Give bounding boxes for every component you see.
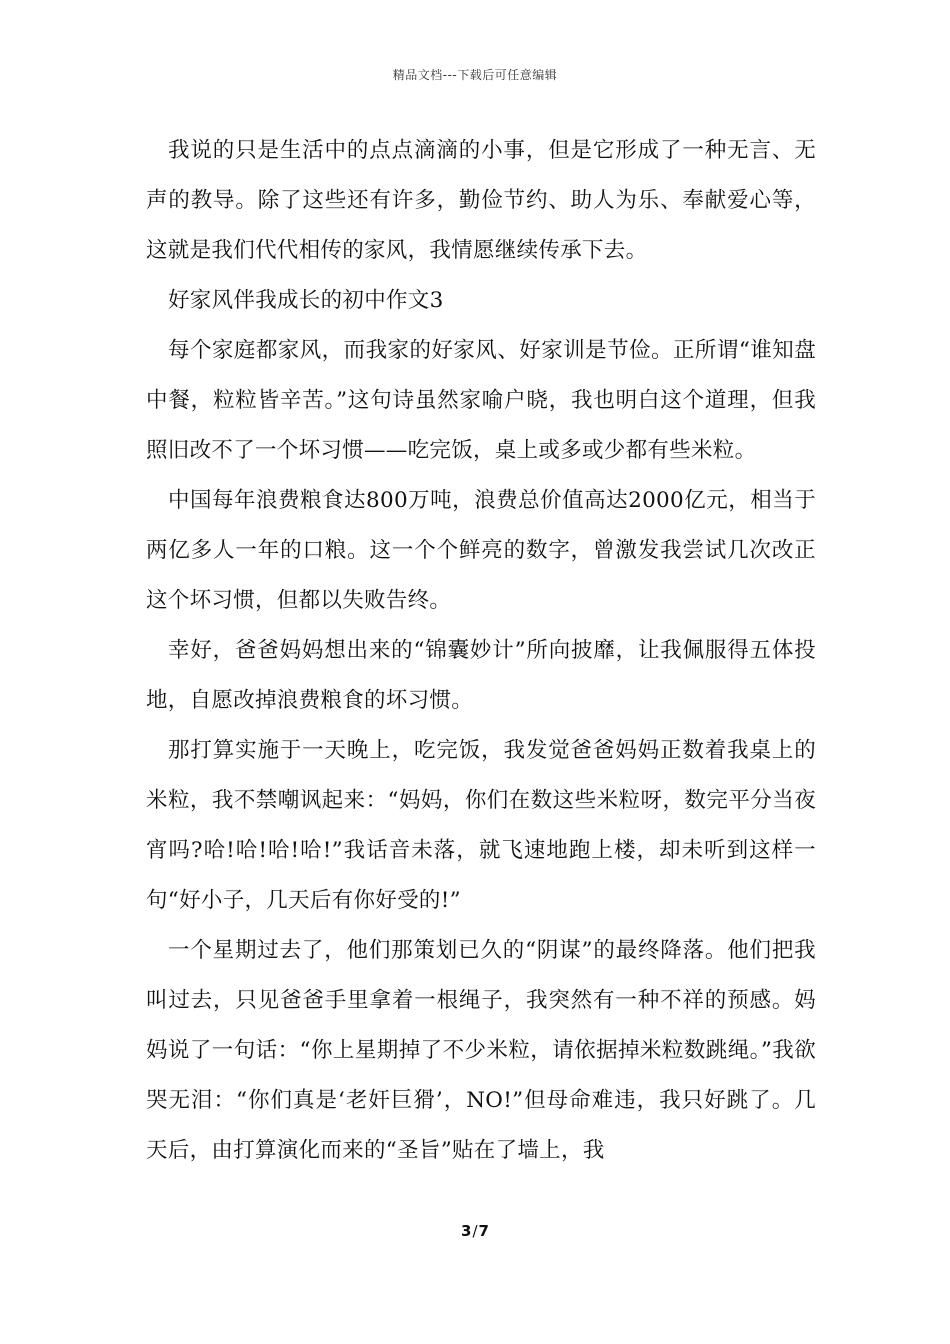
total-page-count: 7 [478,1222,489,1240]
current-page-number: 3 [461,1222,472,1240]
section-heading: 好家风伴我成长的初中作文3 [168,288,444,313]
paragraph: 中国每年浪费粮食达800万吨，浪费总价值高达2000亿元，相当于两亿多人一年的口粮。这一个个鲜亮的数字，曾激发我尝试几次改正这个坏习惯，但都以失败告终。 [146,488,816,613]
paragraph: 那打算实施于一天晚上，吃完饭，我发觉爸爸妈妈正数着我桌上的米粒，我不禁嘲讽起来：“妈妈，你们在数这些米粒呀，数完平分当夜宵吗?哈!哈!哈!哈!”我话音未落，就飞速地跑上楼，却未听到这样一句“好小子，几天后有你好受的!” [146,738,816,913]
paragraph: 幸好，爸爸妈妈想出来的“锦囊妙计”所向披靡，让我佩服得五体投地，自愿改掉浪费粮食的坏习惯。 [146,638,816,713]
document-body [146,126,816,1176]
page-header: 精品文档---下载后可任意编辑 [392,68,558,82]
paragraph: 我说的只是生活中的点点滴滴的小事，但是它形成了一种无言、无声的教导。除了这些还有许多，勤俭节约、助人为乐、奉献爱心等，这就是我们代代相传的家风，我情愿继续传承下去。 [146,138,816,263]
paragraph: 每个家庭都家风，而我家的好家风、好家训是节俭。正所谓“谁知盘中餐，粒粒皆辛苦。”这句诗虽然家喻户晓，我也明白这个道理，但我照旧改不了一个坏习惯——吃完饭，桌上或多或少都有些米粒。 [146,338,816,463]
page-number [0,1222,950,1240]
page-separator: / [472,1222,478,1240]
paragraph: 一个星期过去了，他们那策划已久的“阴谋”的最终降落。他们把我叫过去，只见爸爸手里拿着一根绳子，我突然有一种不祥的预感。妈妈说了一句话：“你上星期掉了不少米粒，请依据掉米粒数跳绳。”我欲哭无泪：“你们真是‘老奸巨猾’，NO!”但母命难违，我只好跳了。几天后，由打算演化而来的“圣旨”贴在了墙上，我 [146,938,816,1163]
